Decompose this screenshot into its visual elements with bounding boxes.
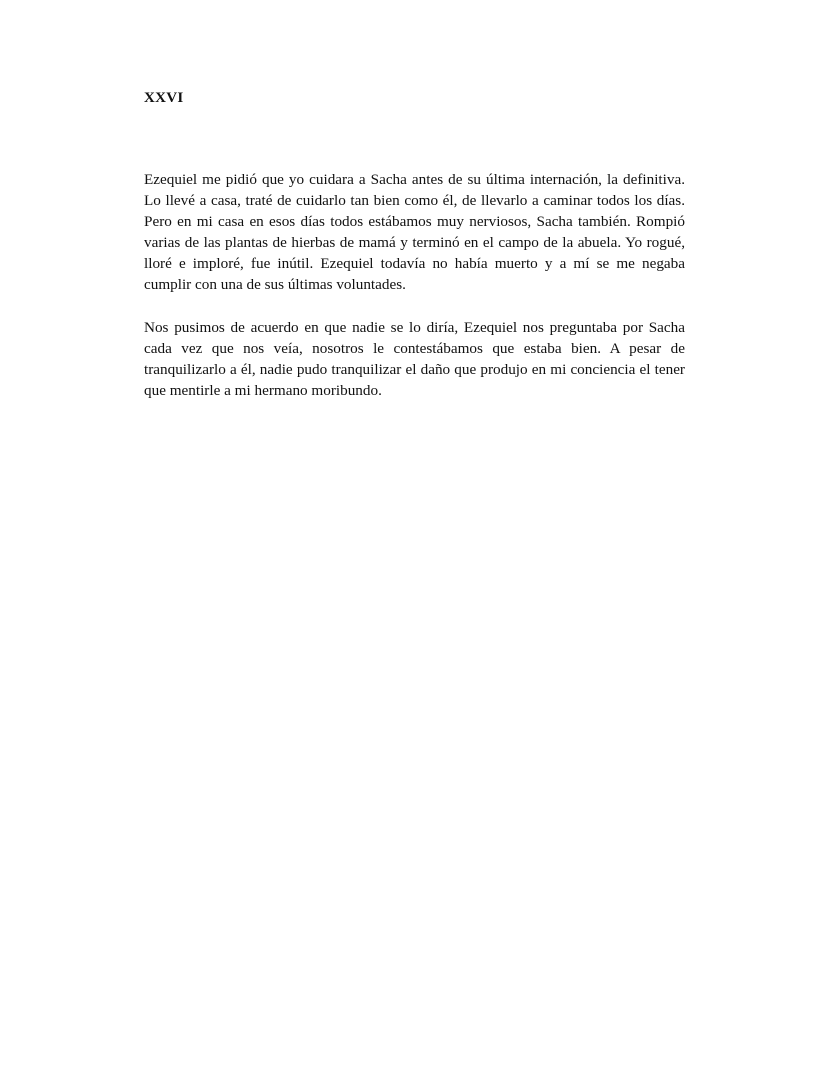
- text-line: cada vez que nos veía, nosotros le contestábamos que estaba bien. A pesar de: [144, 340, 685, 357]
- text-line: lloré e imploré, fue inútil. Ezequiel todavía no había muerto y a mí se me negaba: [144, 255, 685, 272]
- chapter-title: XXVI: [144, 90, 184, 106]
- text-line: que mentirle a mi hermano moribundo.: [144, 382, 382, 399]
- text-line: varias de las plantas de hierbas de mamá y terminó en el campo de la abuela. Yo rogué,: [144, 234, 685, 251]
- paragraph-2: [144, 317, 685, 401]
- body-text: [144, 169, 685, 423]
- paragraph-1: [144, 169, 685, 295]
- text-line: tranquilizarlo a él, nadie pudo tranquilizar el daño que produjo en mi conciencia el tener: [144, 361, 685, 378]
- text-line: Ezequiel me pidió que yo cuidara a Sacha antes de su última internación, la definitiva.: [144, 171, 685, 188]
- text-line: Nos pusimos de acuerdo en que nadie se lo diría, Ezequiel nos preguntaba por Sacha: [144, 319, 685, 336]
- text-line: Lo llevé a casa, traté de cuidarlo tan bien como él, de llevarlo a caminar todos los días.: [144, 192, 685, 209]
- text-line: Pero en mi casa en esos días todos estábamos muy nerviosos, Sacha también. Rompió: [144, 213, 685, 230]
- text-line: cumplir con una de sus últimas voluntades.: [144, 276, 406, 293]
